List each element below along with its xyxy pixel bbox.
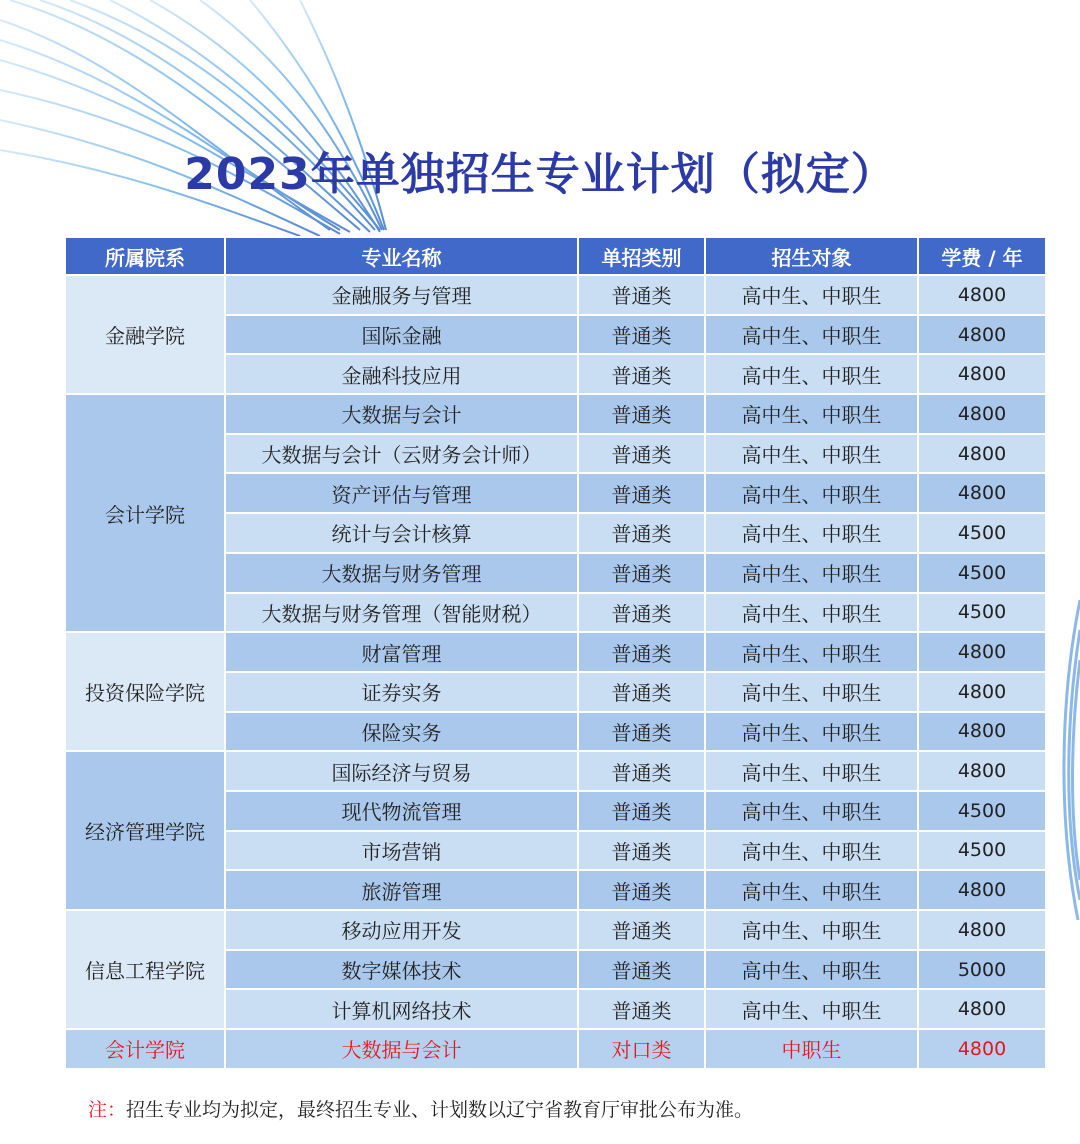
fee-cell: 4800 — [918, 315, 1046, 355]
department-cell: 会计学院 — [65, 1029, 225, 1069]
fee-cell: 4800 — [918, 473, 1046, 513]
target-cell: 高中生、中职生 — [705, 553, 918, 593]
major-cell: 大数据与会计 — [225, 394, 578, 434]
category-cell: 普通类 — [578, 593, 705, 633]
major-cell: 市场营销 — [225, 831, 578, 871]
major-cell: 金融服务与管理 — [225, 275, 578, 315]
category-cell: 对口类 — [578, 1029, 705, 1069]
major-cell: 财富管理 — [225, 632, 578, 672]
target-cell: 高中生、中职生 — [705, 989, 918, 1029]
major-cell: 统计与会计核算 — [225, 513, 578, 553]
category-cell: 普通类 — [578, 950, 705, 990]
fee-cell: 4800 — [918, 354, 1046, 394]
fee-cell: 4800 — [918, 712, 1046, 752]
major-cell: 大数据与财务管理（智能财税） — [225, 593, 578, 633]
fee-cell: 4800 — [918, 1029, 1046, 1069]
fee-cell: 4800 — [918, 632, 1046, 672]
category-cell: 普通类 — [578, 791, 705, 831]
header-major: 专业名称 — [225, 237, 578, 275]
table-body — [65, 275, 1046, 1069]
header-department: 所属院系 — [65, 237, 225, 275]
category-cell: 普通类 — [578, 989, 705, 1029]
target-cell: 高中生、中职生 — [705, 275, 918, 315]
category-cell: 普通类 — [578, 275, 705, 315]
department-cell: 信息工程学院 — [65, 910, 225, 1029]
category-cell: 普通类 — [578, 354, 705, 394]
target-cell: 高中生、中职生 — [705, 791, 918, 831]
category-cell: 普通类 — [578, 751, 705, 791]
enrollment-plan-table — [64, 236, 1047, 1070]
fee-cell: 4500 — [918, 831, 1046, 871]
major-cell: 现代物流管理 — [225, 791, 578, 831]
special-table-row — [65, 1029, 1046, 1069]
category-cell: 普通类 — [578, 434, 705, 474]
category-cell: 普通类 — [578, 394, 705, 434]
category-cell: 普通类 — [578, 315, 705, 355]
fee-cell: 4500 — [918, 791, 1046, 831]
fee-cell: 5000 — [918, 950, 1046, 990]
table-row — [65, 910, 1046, 950]
target-cell: 高中生、中职生 — [705, 394, 918, 434]
target-cell: 中职生 — [705, 1029, 918, 1069]
table-row — [65, 751, 1046, 791]
category-cell: 普通类 — [578, 712, 705, 752]
target-cell: 高中生、中职生 — [705, 593, 918, 633]
fee-cell: 4800 — [918, 870, 1046, 910]
table-row — [65, 275, 1046, 315]
header-target: 招生对象 — [705, 237, 918, 275]
target-cell: 高中生、中职生 — [705, 434, 918, 474]
page-title: 2023年单独招生专业计划（拟定） — [184, 149, 896, 200]
footnote-label: 注： — [88, 1099, 127, 1121]
target-cell: 高中生、中职生 — [705, 632, 918, 672]
header-category: 单招类别 — [578, 237, 705, 275]
table-row — [65, 632, 1046, 672]
category-cell: 普通类 — [578, 910, 705, 950]
target-cell: 高中生、中职生 — [705, 950, 918, 990]
major-cell: 大数据与会计 — [225, 1029, 578, 1069]
target-cell: 高中生、中职生 — [705, 672, 918, 712]
category-cell: 普通类 — [578, 513, 705, 553]
major-cell: 数字媒体技术 — [225, 950, 578, 990]
major-cell: 计算机网络技术 — [225, 989, 578, 1029]
target-cell: 高中生、中职生 — [705, 831, 918, 871]
target-cell: 高中生、中职生 — [705, 315, 918, 355]
major-cell: 证券实务 — [225, 672, 578, 712]
fee-cell: 4800 — [918, 275, 1046, 315]
header-fee: 学费 / 年 — [918, 237, 1046, 275]
fee-cell: 4800 — [918, 434, 1046, 474]
department-cell: 投资保险学院 — [65, 632, 225, 751]
department-cell: 会计学院 — [65, 394, 225, 632]
fee-cell: 4800 — [918, 394, 1046, 434]
major-cell: 国际经济与贸易 — [225, 751, 578, 791]
fee-cell: 4800 — [918, 989, 1046, 1029]
department-cell: 经济管理学院 — [65, 751, 225, 910]
target-cell: 高中生、中职生 — [705, 712, 918, 752]
target-cell: 高中生、中职生 — [705, 513, 918, 553]
table-row — [65, 394, 1046, 434]
footnote — [88, 1095, 753, 1122]
target-cell: 高中生、中职生 — [705, 751, 918, 791]
fee-cell: 4800 — [918, 751, 1046, 791]
category-cell: 普通类 — [578, 831, 705, 871]
target-cell: 高中生、中职生 — [705, 473, 918, 513]
target-cell: 高中生、中职生 — [705, 910, 918, 950]
major-cell: 旅游管理 — [225, 870, 578, 910]
category-cell: 普通类 — [578, 473, 705, 513]
major-cell: 大数据与会计（云财务会计师） — [225, 434, 578, 474]
category-cell: 普通类 — [578, 553, 705, 593]
fee-cell: 4500 — [918, 513, 1046, 553]
target-cell: 高中生、中职生 — [705, 870, 918, 910]
major-cell: 移动应用开发 — [225, 910, 578, 950]
fee-cell: 4800 — [918, 910, 1046, 950]
category-cell: 普通类 — [578, 632, 705, 672]
major-cell: 资产评估与管理 — [225, 473, 578, 513]
major-cell: 保险实务 — [225, 712, 578, 752]
category-cell: 普通类 — [578, 672, 705, 712]
table-header-row — [65, 237, 1046, 275]
right-wave — [1064, 600, 1080, 920]
footnote-text: 招生专业均为拟定，最终招生专业、计划数以辽宁省教育厅审批公布为准。 — [126, 1099, 754, 1121]
fee-cell: 4500 — [918, 553, 1046, 593]
department-cell: 金融学院 — [65, 275, 225, 394]
major-cell: 国际金融 — [225, 315, 578, 355]
major-cell: 金融科技应用 — [225, 354, 578, 394]
category-cell: 普通类 — [578, 870, 705, 910]
fee-cell: 4800 — [918, 672, 1046, 712]
fee-cell: 4500 — [918, 593, 1046, 633]
major-cell: 大数据与财务管理 — [225, 553, 578, 593]
target-cell: 高中生、中职生 — [705, 354, 918, 394]
